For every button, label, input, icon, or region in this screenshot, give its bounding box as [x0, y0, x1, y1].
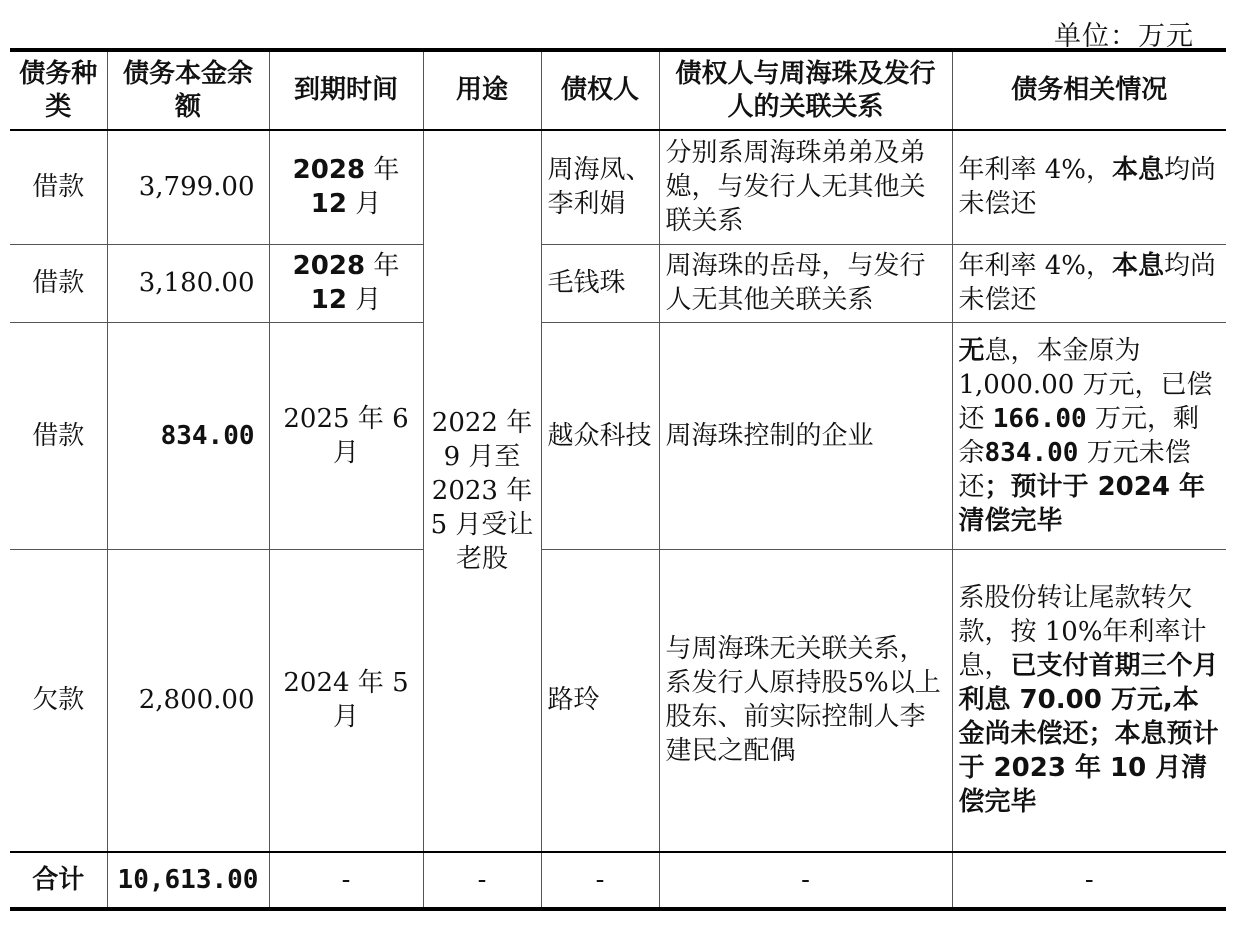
due-date-cell: 2028 年 12 月	[269, 244, 423, 322]
details-cell: 无息，本金原为 1,000.00 万元，已偿还 166.00 万元，剩余834.00 万元未偿还；预计于 2024 年清偿完毕	[952, 322, 1226, 549]
principal-cell: 2,800.00	[107, 549, 269, 852]
details-cell: 系股份转让尾款转欠款，按 10%年利率计息，已支付首期三个月利息 70.00 万元,本金尚未偿还；本息预计于 2023 年 10 月清偿完毕	[952, 549, 1226, 852]
principal-cell: 3,799.00	[107, 130, 269, 244]
unit-label: 单位：万元	[1054, 21, 1194, 52]
details-cell: 年利率 4%，本息均尚未偿还	[952, 130, 1226, 244]
total-dash: -	[423, 852, 541, 909]
total-dash: -	[659, 852, 952, 909]
debt-type-cell: 借款	[10, 244, 107, 322]
creditor-cell: 越众科技	[541, 322, 659, 549]
total-label: 合计	[10, 852, 107, 909]
details-cell: 年利率 4%，本息均尚未偿还	[952, 244, 1226, 322]
header-debt-type: 债务种类	[10, 50, 107, 130]
principal-cell: 834.00	[107, 322, 269, 549]
creditor-cell: 毛钱珠	[541, 244, 659, 322]
total-dash: -	[952, 852, 1226, 909]
creditor-cell: 周海凤、李利娟	[541, 130, 659, 244]
debt-type-cell: 借款	[10, 130, 107, 244]
principal-cell: 3,180.00	[107, 244, 269, 322]
debt-type-cell: 借款	[10, 322, 107, 549]
relation-cell: 与周海珠无关联关系，系发行人原持股5%以上股东、前实际控制人李建民之配偶	[659, 549, 952, 852]
table-row	[10, 244, 1226, 322]
table-row	[10, 322, 1226, 549]
header-details: 债务相关情况	[952, 50, 1226, 130]
relation-cell: 分别系周海珠弟弟及弟媳，与发行人无其他关联关系	[659, 130, 952, 244]
purpose-cell: 2022 年 9 月至 2023 年 5 月受让老股	[423, 130, 541, 852]
header-principal: 债务本金余额	[107, 50, 269, 130]
total-dash: -	[269, 852, 423, 909]
due-date-cell: 2028 年 12 月	[269, 130, 423, 244]
due-date-cell: 2025 年 6 月	[269, 322, 423, 549]
relation-cell: 周海珠的岳母，与发行人无其他关联关系	[659, 244, 952, 322]
header-purpose: 用途	[423, 50, 541, 130]
header-due-date: 到期时间	[269, 50, 423, 130]
table-row	[10, 130, 1226, 244]
table-row	[10, 549, 1226, 852]
total-principal: 10,613.00	[107, 852, 269, 909]
total-dash: -	[541, 852, 659, 909]
total-row	[10, 852, 1226, 909]
due-date-cell: 2024 年 5 月	[269, 549, 423, 852]
debt-type-cell: 欠款	[10, 549, 107, 852]
header-relation: 债权人与周海珠及发行人的关联关系	[659, 50, 952, 130]
relation-cell: 周海珠控制的企业	[659, 322, 952, 549]
header-creditor: 债权人	[541, 50, 659, 130]
creditor-cell: 路玲	[541, 549, 659, 852]
header-row	[10, 50, 1226, 130]
debt-table	[10, 48, 1226, 911]
